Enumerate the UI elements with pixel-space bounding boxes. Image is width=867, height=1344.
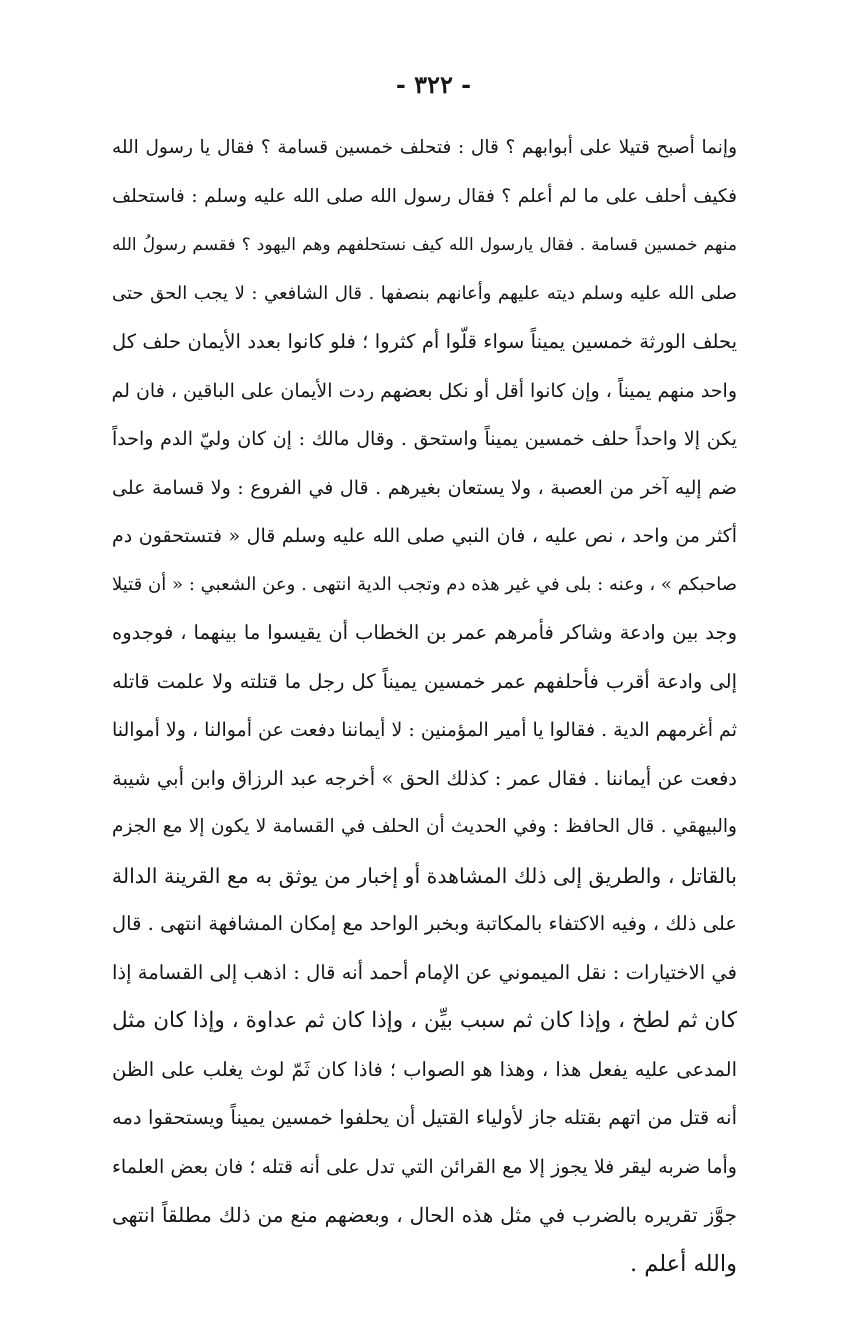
text-line: وجد بين وادعة وشاكر فأمرهم عمر بن الخطاب أن يقيسوا ما بينهما ، فوجدوه — [112, 621, 737, 644]
text-line: كان ثم لطخ ، وإذا كان ثم سبب بيِّن ، وإذا كان ثم عداوة ، وإذا كان مثل — [112, 1008, 737, 1033]
text-line: صلى الله عليه وسلم ديته عليهم وأعانهم بنصفها . قال الشافعي : لا يجب الحق حتى — [112, 282, 737, 304]
text-line: المدعى عليه يفعل هذا ، وهذا هو الصواب ؛ فاذا كان ثَمّ لوث يغلب على الظن — [112, 1057, 737, 1081]
text-line: يكن إلا واحداً حلف خمسين يميناً واستحق . وقال مالك : إن كان وليّ الدم واحداً — [112, 428, 737, 450]
text-line: أكثر من واحد ، نص عليه ، فان النبي صلى الله عليه وسلم قال « فتستحقون دم — [112, 525, 737, 547]
text-line: أنه قتل من اتهم بقتله جاز لأولياء القتيل أن يحلفوا خمسين يميناً ويستحقوا دمه — [112, 1106, 737, 1129]
text-line: في الاختيارات : نقل الميموني عن الإمام أحمد أنه قال : اذهب إلى القسامة إذا — [112, 960, 737, 984]
text-line: دفعت عن أيماننا . فقال عمر : كذلك الحق » أخرجه عبد الرزاق وابن أبي شيبة — [112, 766, 737, 790]
text-line: فكيف أحلف على ما لم أعلم ؟ فقال رسول الله صلى الله عليه وسلم : فاستحلف — [112, 185, 737, 207]
text-line: صاحبكم » ، وعنه : بلى في غير هذه دم وتجب الدية انتهى . وعن الشعبي : « أن قتيلا — [112, 573, 737, 595]
text-line: ثم أغرمهم الدية . فقالوا يا أمير المؤمنين : لا أيماننا دفعت عن أموالنا ، ولا أموالنا — [112, 719, 737, 741]
text-line: ضم إليه آخر من العصبة ، ولا يستعان بغيرهم . قال في الفروع : ولا قسامة على — [112, 476, 737, 499]
page-number: - ٣٢٢ - — [395, 70, 472, 99]
text-line: منهم خمسين قسامة . فقال يارسول الله كيف نستحلفهم وهم اليهود ؟ فقسم رسولُ الله — [112, 235, 737, 255]
text-line: بالقاتل ، والطريق إلى ذلك المشاهدة أو إخبار من يوثق به مع القرينة الدالة — [112, 863, 737, 888]
text-line: واحد منهم يميناً ، وإن كانوا أقل أو نكل بعضهم ردت الأيمان على الباقين ، فان لم — [112, 379, 737, 402]
text-line: جوَّز تقريره بالضرب في مثل هذه الحال ، وبعضهم منع من ذلك مطلقاً انتهى — [112, 1203, 737, 1227]
text-line: إلى وادعة أقرب فأحلفهم عمر خمسين يميناً كل رجل ما قتلته ولا علمت قاتله — [112, 669, 737, 693]
text-line: والله أعلم . — [629, 1250, 737, 1277]
body-text — [112, 124, 737, 1288]
text-line: يحلف الورثة خمسين يميناً سواء قلّوا أم كثروا ؛ فلو كانوا بعدد الأيمان حلف كل — [112, 330, 737, 353]
text-line: والبيهقي . قال الحافظ : وفي الحديث أن الحلف في القسامة لا يكون إلا مع الجزم — [112, 816, 737, 837]
text-line: وإنما أصبح قتيلا على أبوابهم ؟ قال : فتحلف خمسين قسامة ؟ فقال يا رسول الله — [112, 137, 737, 158]
text-line: على ذلك ، وفيه الاكتفاء بالمكاتبة وبخبر الواحد مع إمكان المشافهة انتهى . قال — [112, 912, 737, 935]
text-line: وأما ضربه ليقر فلا يجوز إلا مع القرائن التي تدل على أنه قتله ؛ فان بعض العلماء — [112, 1155, 737, 1178]
